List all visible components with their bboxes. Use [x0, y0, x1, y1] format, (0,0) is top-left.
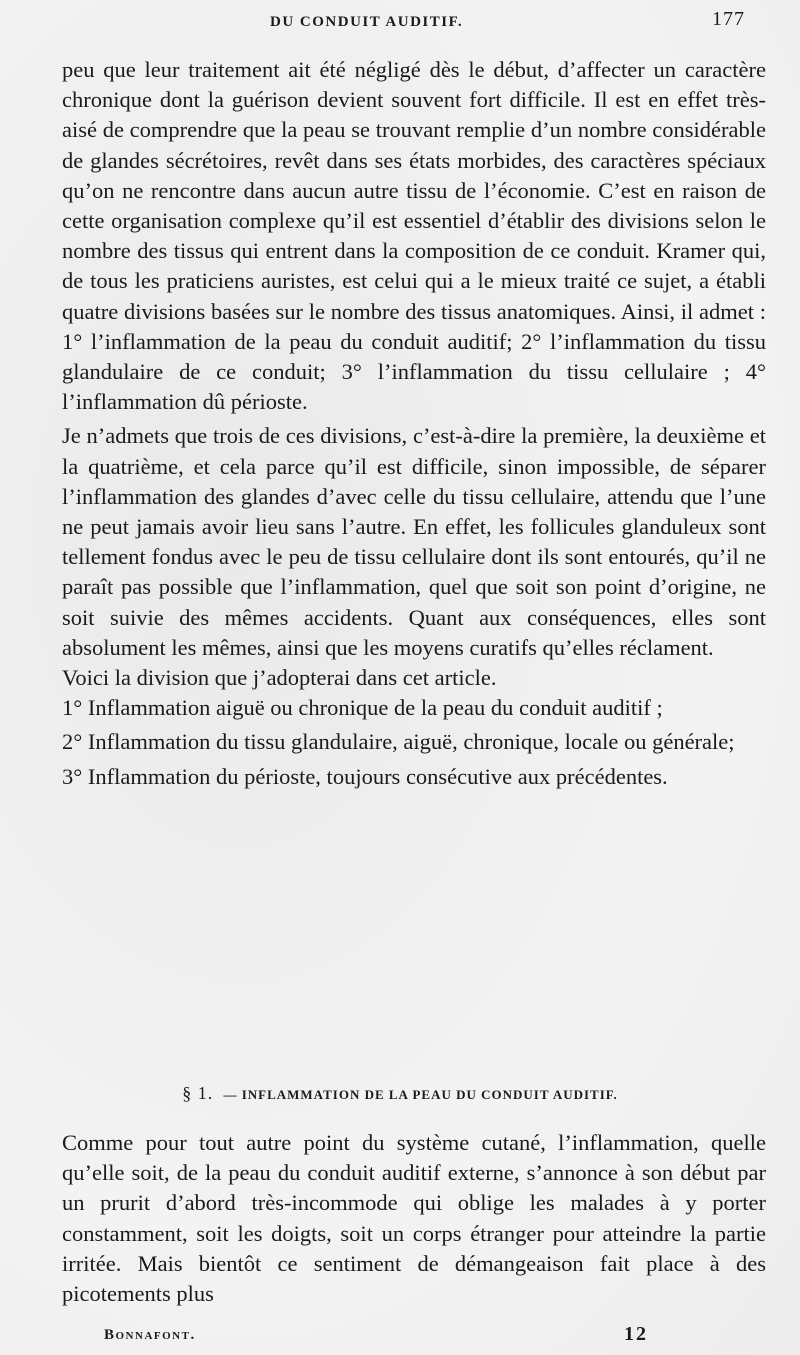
section-heading: [0, 1083, 800, 1104]
author-signature: Bonnafont.: [104, 1327, 196, 1343]
section-symbol: § 1.: [182, 1083, 214, 1103]
section-title: — INFLAMMATION DE LA PEAU DU CONDUIT AUDITIF.: [223, 1087, 618, 1102]
page-footer: [0, 1325, 800, 1353]
main-text: [62, 55, 766, 792]
page-header: [0, 6, 800, 36]
page-number: 177: [712, 8, 745, 30]
printer-signature: 12: [624, 1323, 648, 1345]
division-list: [62, 693, 766, 792]
section-text: [62, 1128, 766, 1309]
list-item: 1° Inflammation aiguë ou chronique de la peau du conduit auditif ;: [62, 695, 663, 721]
paragraph: Voici la division que j’adopterai dans cet article.: [62, 665, 497, 691]
running-head: DU CONDUIT AUDITIF.: [270, 14, 464, 30]
list-item: 2° Inflammation du tissu glandulaire, aiguë, chronique, locale ou générale;: [62, 729, 735, 755]
list-item: 3° Inflammation du périoste, toujours consécutive aux précédentes.: [62, 763, 668, 789]
paragraph: Comme pour tout autre point du système cutané, l’inflammation, quelle qu’elle soit, de la peau du conduit auditif externe, s’annonce à son début par un prurit d’abord très-incommode qui oblige les malades à y porter constamment, soit les doigts, soit un corps étranger pour atteindre la partie irritée. Mais bientôt ce sentiment de démangeaison fait place à des picotements plus: [62, 1130, 766, 1307]
paragraph: peu que leur traitement ait été négligé dès le début, d’affecter un caractère chronique dont la guérison devient souvent fort difficile. Il est en effet très-aisé de comprendre que la peau se trouvant remplie d’un nombre considérable de glandes sécrétoires, revêt dans ses états morbides, des caractères spéciaux qu’on ne rencontre dans aucun autre tissu de l’économie. C’est en raison de cette organisation complexe qu’il est essentiel d’établir des divisions selon le nombre des tissus qui entrent dans la composition de ce conduit. Kramer qui, de tous les praticiens auristes, est celui qui a le mieux traité ce sujet, a établi quatre divisions basées sur le nombre des tissus anatomiques. Ainsi, il admet : 1° l’inflammation de la peau du conduit auditif; 2° l’inflammation du tissu glandulaire de ce conduit; 3° l’inflammation du tissu cellulaire ; 4° l’inflammation dû périoste.: [62, 57, 766, 415]
paragraph: Je n’admets que trois de ces divisions, c’est-à-dire la première, la deuxième et la quatrième, et cela parce qu’il est difficile, sinon impossible, de séparer l’inflammation des glandes d’avec celle du tissu cellulaire, attendu que l’une ne peut jamais avoir lieu sans l’autre. En effet, les follicules glanduleux sont tellement fondus avec le peu de tissu cellulaire dont ils sont entourés, qu’il ne paraît pas possible que l’inflammation, quel que soit son point d’origine, ne soit suivie des mêmes accidents. Quant aux conséquences, elles sont absolument les mêmes, ainsi que les moyens curatifs qu’elles réclament.: [62, 423, 766, 660]
